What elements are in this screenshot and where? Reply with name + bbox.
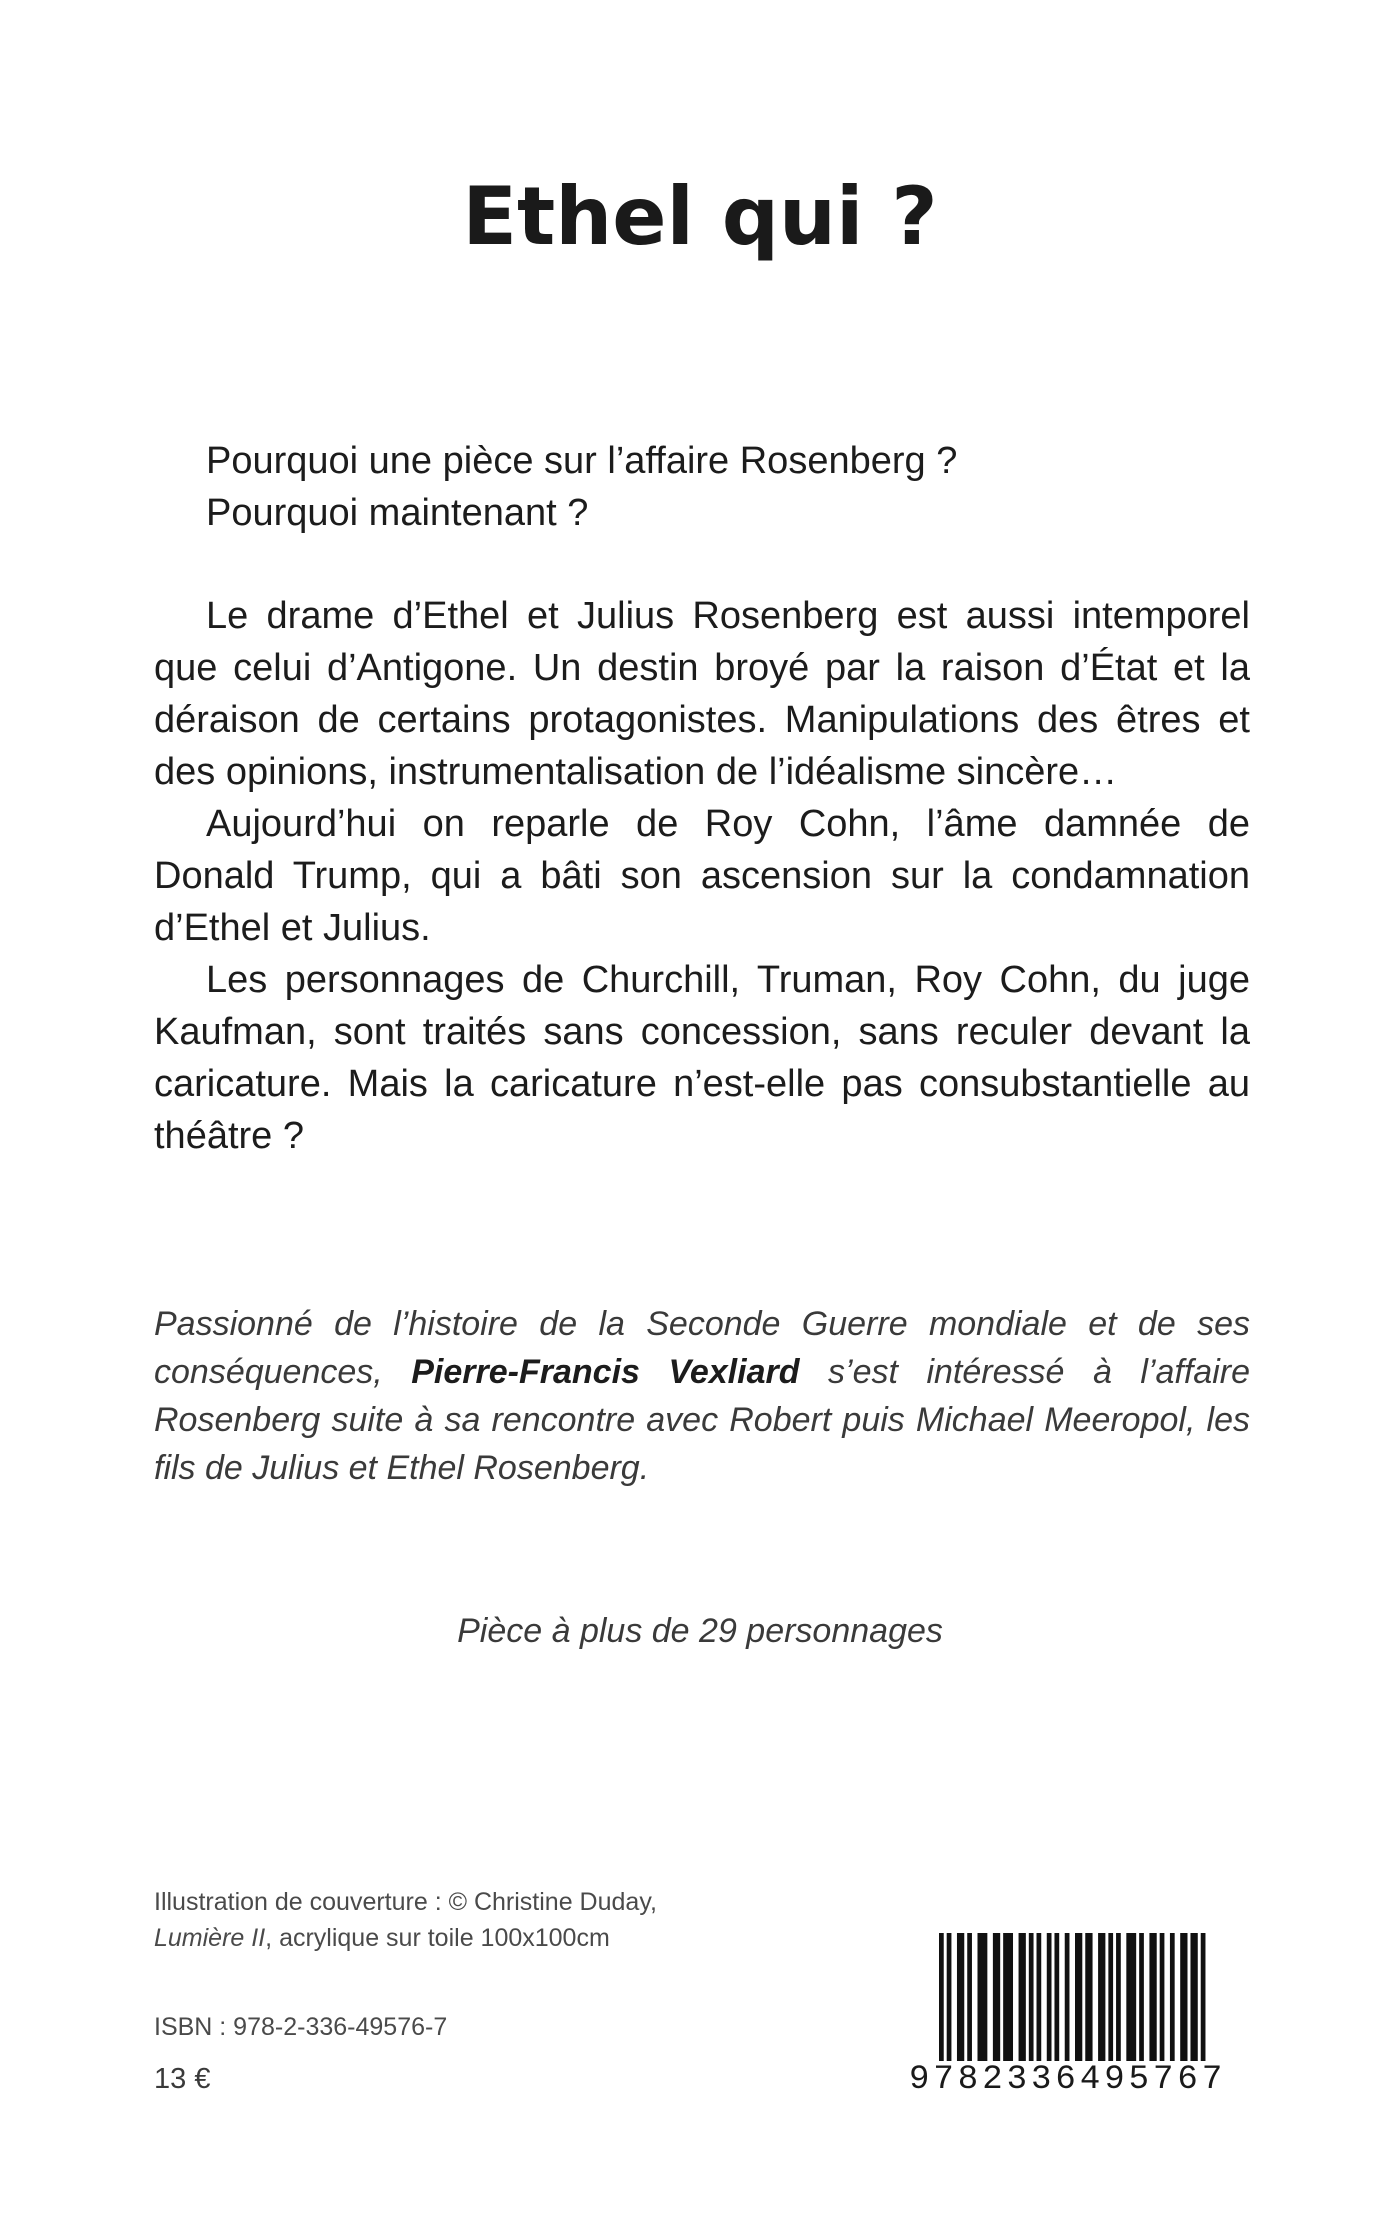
- barcode-bar: [1037, 1933, 1042, 2073]
- price: 13 €: [154, 2063, 211, 2095]
- blurb-paragraph: Les personnages de Churchill, Truman, Roy Cohn, du juge Kaufman, sont traités sans concession, sans reculer devant la caricature. Mais la caricature n’est-elle pas consubstantielle au théâtre ?: [154, 959, 1250, 1157]
- author-bio-before: Passionné de l’histoire de la Seconde Guerre mondiale et de ses conséquences,: [154, 1305, 1250, 1391]
- blurb-paragraph: Aujourd’hui on reparle de Roy Cohn, l’âme damnée de Donald Trump, qui a bâti son ascension sur la condamnation d’Ethel et Julius.: [154, 803, 1250, 949]
- author-name: Pierre-Francis Vexliard: [411, 1353, 800, 1391]
- barcode-bar: [967, 1933, 972, 2073]
- isbn: ISBN : 978-2-336-49576-7: [154, 2013, 448, 2041]
- barcode-bar: [1019, 1933, 1026, 2073]
- intro-questions: [154, 435, 1250, 539]
- cover-credits: [154, 1884, 774, 1956]
- book-title: Ethel qui ?: [462, 170, 938, 263]
- barcode-bar: [1003, 1933, 1013, 2073]
- barcode-bar: [1149, 1933, 1156, 2073]
- cast-note: Pièce à plus de 29 personnages: [457, 1612, 943, 1650]
- barcode-bar: [1160, 1933, 1165, 2073]
- barcode-digits: 9782336495767: [909, 2061, 1219, 2105]
- credits-line-1: Illustration de couverture : © Christine Duday,: [154, 1888, 657, 1916]
- barcode-bar: [1029, 1933, 1034, 2073]
- artwork-title: Lumière II: [154, 1924, 266, 1952]
- artwork-details: , acrylique sur toile 100x100cm: [265, 1924, 610, 1952]
- barcode-bar: [977, 1933, 987, 2073]
- author-bio-after: s’est intéressé à l’affaire Rosenberg suite à sa rencontre avec Robert puis Michael Meeropol, les fils de Julius et Ethel Rosenberg.: [154, 1353, 1250, 1487]
- barcode-bar: [1047, 1933, 1052, 2073]
- blurb-paragraph: Le drame d’Ethel et Julius Rosenberg est aussi intemporel que celui d’Antigone. Un destin broyé par la raison d’État et la déraison de certains protagonistes. Manipulations des êtres et des opinions, instrumentalisation de l’idéalisme sincère…: [154, 595, 1250, 793]
- barcode-bar: [1098, 1933, 1105, 2073]
- blurb: [154, 590, 1250, 1162]
- barcode-bar: [1116, 1933, 1121, 2073]
- barcode-bar: [1170, 1933, 1175, 2073]
- barcode-bar: [993, 1933, 1000, 2073]
- barcode-bar: [1139, 1933, 1144, 2073]
- author-bio: [154, 1300, 1250, 1492]
- barcode-bar: [1180, 1933, 1187, 2073]
- barcode-bar: [1054, 1933, 1059, 2073]
- barcode-bar: [1108, 1933, 1113, 2073]
- barcode-bar: [957, 1933, 964, 2073]
- barcode-bar: [1126, 1933, 1136, 2073]
- intro-line: Pourquoi maintenant ?: [206, 492, 589, 534]
- intro-line: Pourquoi une pièce sur l’affaire Rosenberg ?: [206, 440, 958, 482]
- barcode-bar: [1085, 1933, 1092, 2073]
